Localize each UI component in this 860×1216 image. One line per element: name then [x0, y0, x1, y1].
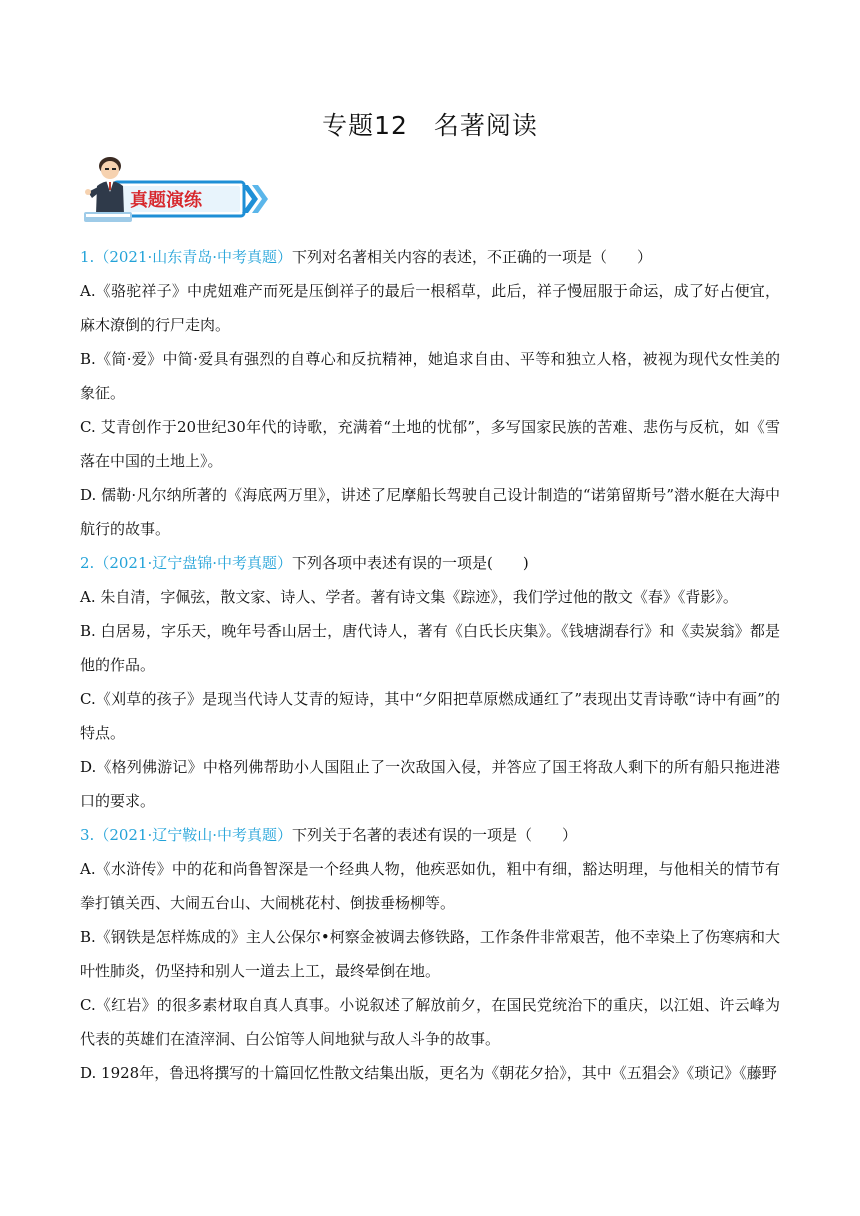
option-b: B.《钢铁是怎样炼成的》主人公保尔•柯察金被调去修铁路，工作条件非常艰苦，他不幸染上了伤寒病和大叶性肺炎，仍坚持和别人一道去上工，最终晕倒在地。 [80, 928, 780, 980]
section-banner [80, 152, 270, 226]
question-stem: 下列关于名著的表述有误的一项是（ ） [292, 826, 578, 844]
banner-label: 真题演练 [130, 190, 202, 211]
option-b: B. 白居易，字乐天，晚年号香山居士，唐代诗人，著有《白氏长庆集》。《钱塘湖春行》和《卖炭翁》都是他的作品。 [80, 622, 780, 674]
question-number: 2. [80, 554, 95, 572]
question-2 [80, 546, 780, 818]
question-number: 1. [80, 248, 95, 266]
question-source: （2021·山东青岛·中考真题） [94, 248, 293, 266]
question-3 [80, 818, 780, 1090]
question-stem: 下列对名著相关内容的表述，不正确的一项是（ ） [292, 248, 653, 266]
question-list [80, 240, 780, 1090]
option-d: D. 儒勒·凡尔纳所著的《海底两万里》，讲述了尼摩船长驾驶自己设计制造的“诺第留斯号”潜水艇在大海中航行的故事。 [80, 486, 780, 538]
question-1 [80, 240, 780, 546]
option-c: C. 艾青创作于20世纪30年代的诗歌，充满着“土地的忧郁”，多写国家民族的苦难、悲伤与反杭，如《雪落在中国的土地上》。 [80, 418, 780, 470]
question-header [80, 546, 780, 580]
question-header [80, 240, 780, 274]
page-title: 专题12 名著阅读 [322, 111, 538, 140]
option-c: C.《红岩》的很多素材取自真人真事。小说叙述了解放前夕，在国民党统治下的重庆，以江姐、许云峰为代表的英雄们在渣滓洞、白公馆等人间地狱与敌人斗争的故事。 [80, 996, 780, 1048]
option-a: A.《骆驼祥子》中虎妞难产而死是压倒祥子的最后一根稻草，此后，祥子慢屈服于命运，成了好占便宜，麻木潦倒的行尸走肉。 [80, 282, 780, 334]
question-source: （2021·辽宁盘锦·中考真题） [94, 554, 293, 572]
question-header [80, 818, 780, 852]
option-c: C.《刈草的孩子》是现当代诗人艾青的短诗，其中“夕阳把草原燃成通红了”表现出艾青诗歌“诗中有画”的特点。 [80, 690, 780, 742]
option-d: D.《格列佛游记》中格列佛帮助小人国阻止了一次敌国入侵，并答应了国王将敌人剩下的所有船只拖进港口的要求。 [80, 758, 780, 810]
question-stem: 下列各项中表述有误的一项是( ) [292, 554, 529, 572]
option-a: A. 朱自清，字佩弦，散文家、诗人、学者。著有诗文集《踪迹》，我们学过他的散文《春》《背影》。 [80, 588, 738, 606]
option-a: A.《水浒传》中的花和尚鲁智深是一个经典人物，他疾恶如仇，粗中有细，豁达明理，与他相关的情节有拳打镇关西、大闹五台山、大闹桃花村、倒拔垂杨柳等。 [80, 860, 780, 912]
option-d: D. 1928年，鲁迅将撰写的十篇回忆性散文结集出版，更名为《朝花夕拾》，其中《五猖会》《琐记》《藤野 [80, 1064, 777, 1082]
question-source: （2021·辽宁鞍山·中考真题） [94, 826, 293, 844]
question-number: 3. [80, 826, 95, 844]
option-b: B.《简·爱》中简·爱具有强烈的自尊心和反抗精神，她追求自由、平等和独立人格，被视为现代女性美的象征。 [80, 350, 780, 402]
